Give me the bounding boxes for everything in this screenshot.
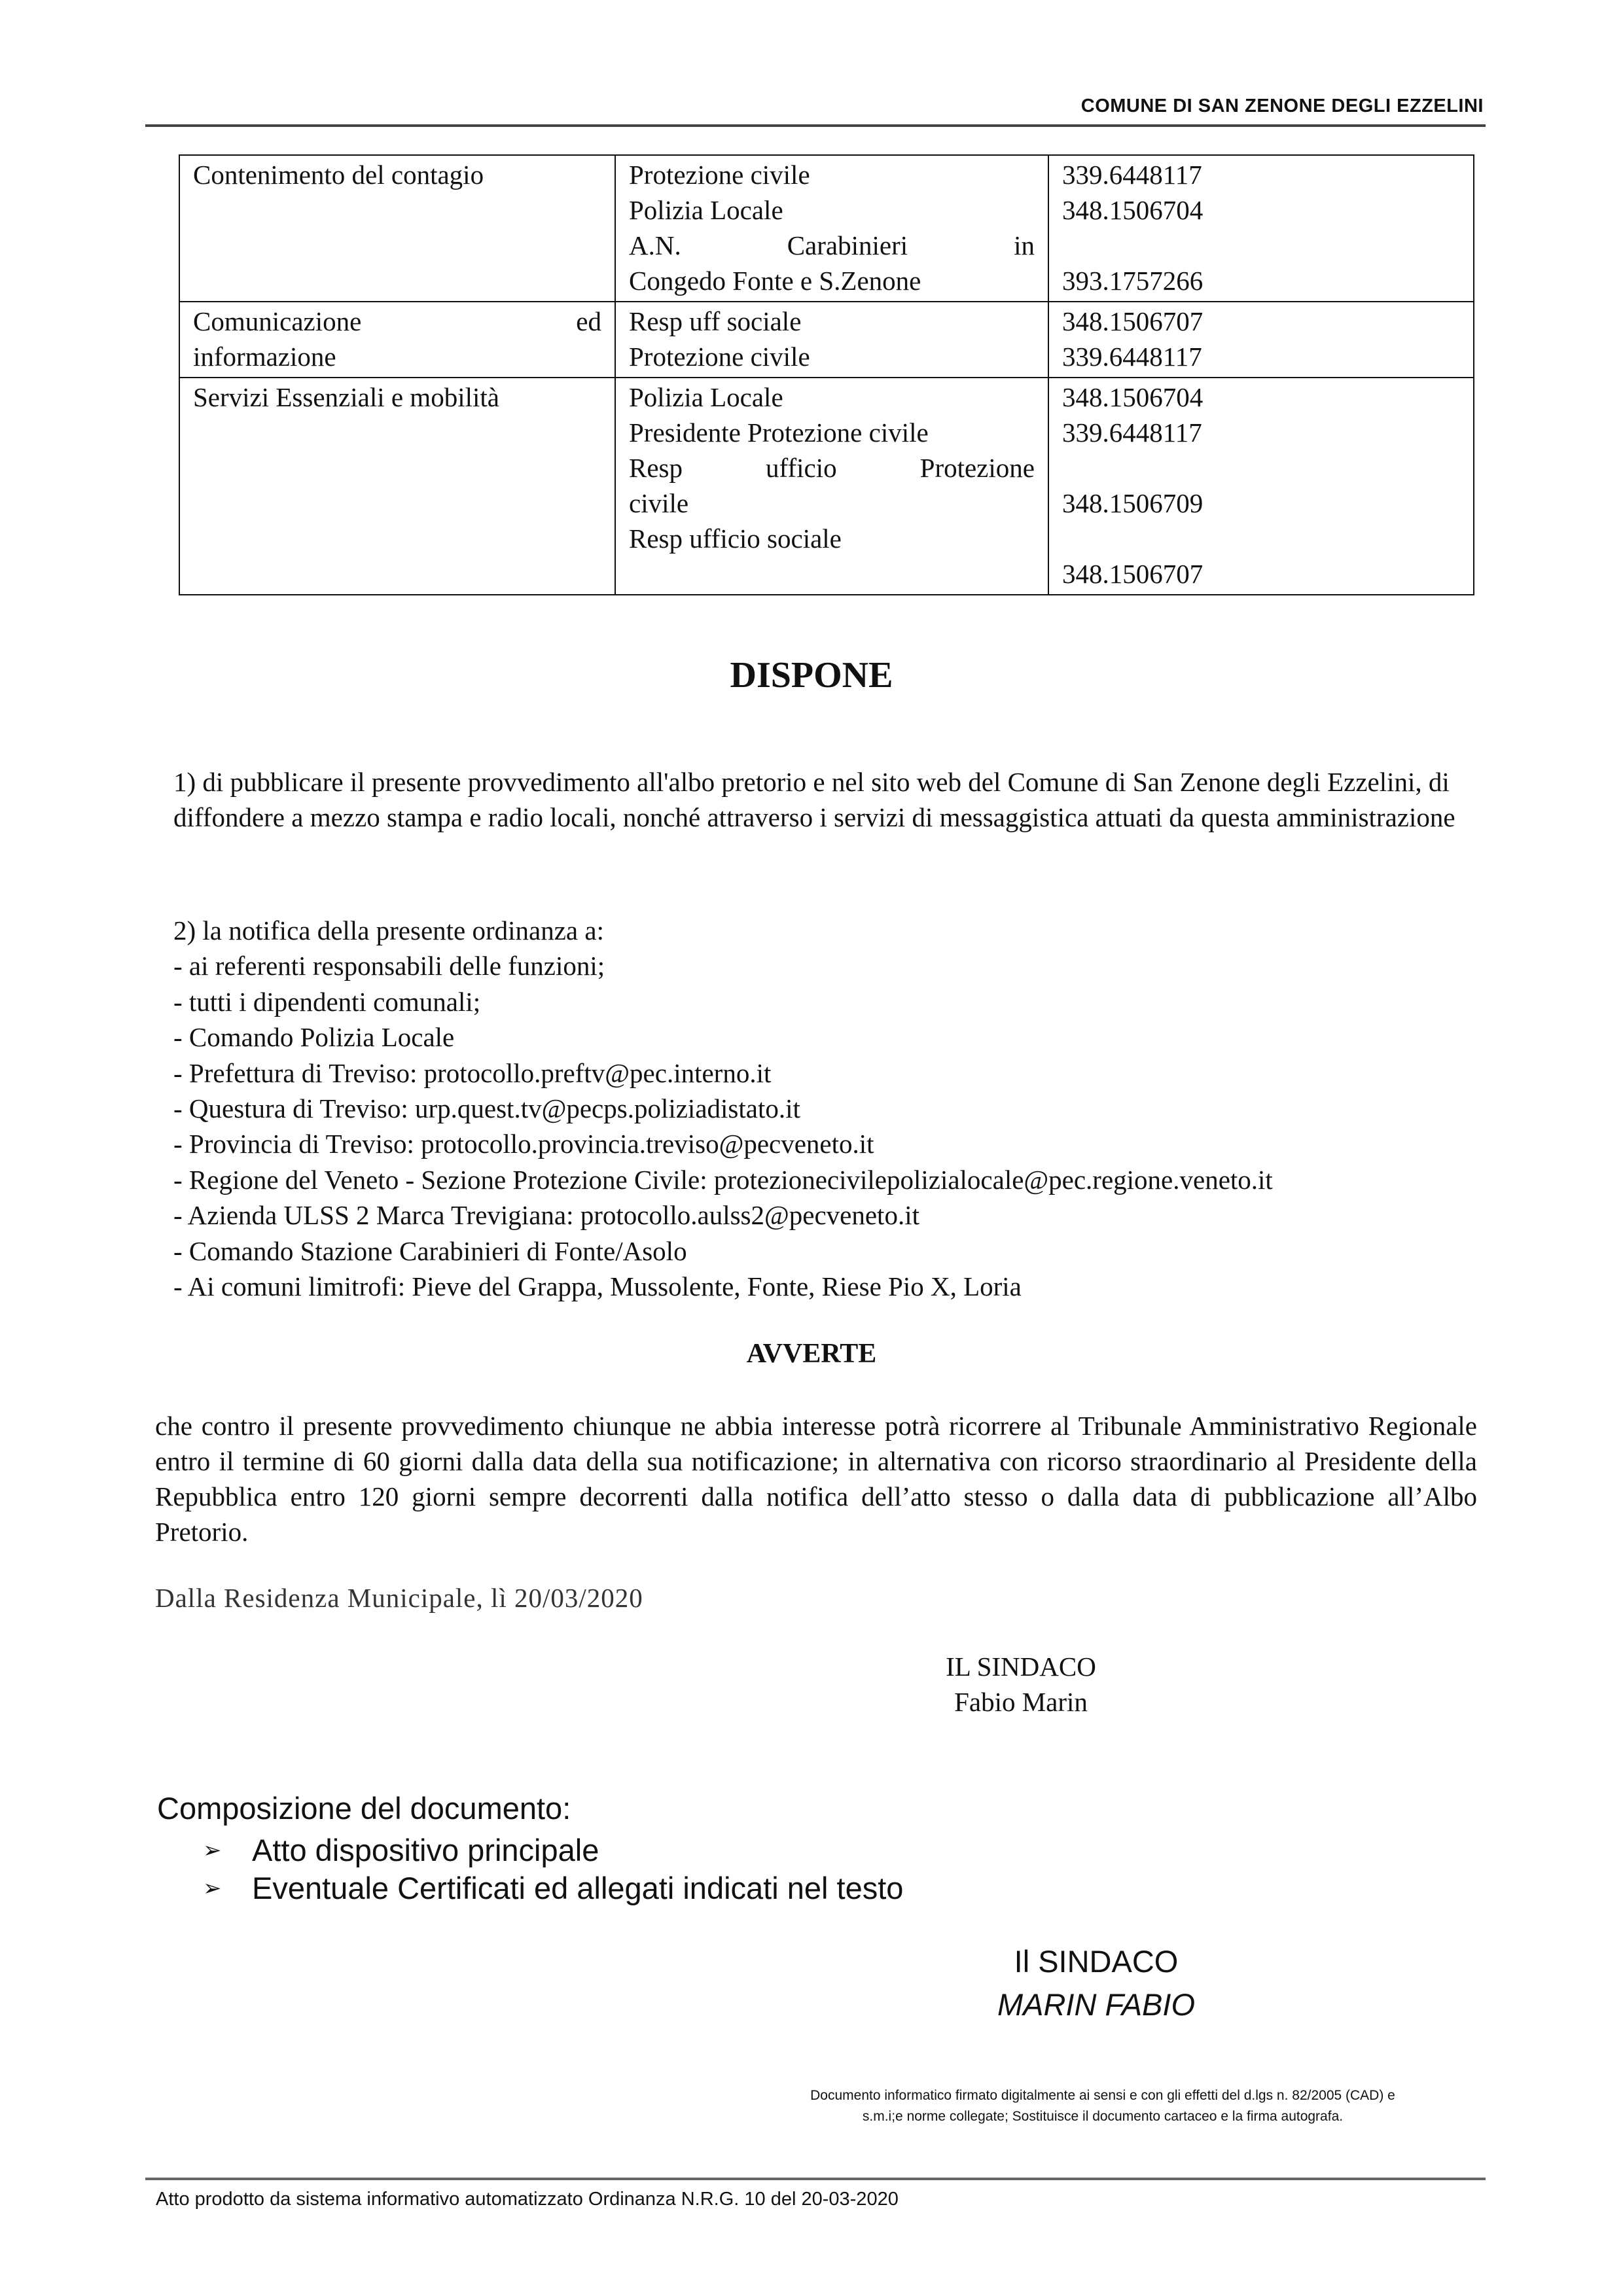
table-row [179, 302, 1474, 378]
recipient-item: - Ai comuni limitrofi: Pieve del Grappa, Mussolente, Fonte, Riese Pio X, Loria [173, 1271, 1022, 1302]
phone-number: 393.1757266 [1062, 266, 1204, 296]
note-line: s.m.i;e norme collegate; Sostituisce il documento cartaceo e la firma autografa. [862, 2109, 1344, 2124]
dispone-item-1-text: 1) di pubblicare il presente provvedimento all'albo pretorio e nel sito web del Comune di San Zenone degli Ezzelini, di diffondere a mezzo stampa e radio locali, nonché attraverso i servizi di messaggistica attuati da questa amministrazione [173, 767, 1455, 832]
recipient-item: - Provincia di Treviso: protocollo.provincia.treviso@pecveneto.it [173, 1129, 874, 1159]
referents-cell [615, 155, 1048, 302]
phone-number: 339.6448117 [1062, 342, 1202, 372]
page-header-title: COMUNE DI SAN ZENONE DEGLI EZZELINI [1080, 96, 1484, 116]
footer-text: Atto prodotto da sistema informativo automatizzato Ordinanza N.R.G. 10 del 20-03-2020 [156, 2189, 899, 2210]
referent-text: civile [629, 488, 689, 518]
function-cell [179, 378, 615, 595]
recipient-item: - Regione del Veneto - Sezione Protezione Civile: protezionecivilepolizialocale@pec.regione.veneto.it [173, 1164, 1273, 1195]
phones-cell [1048, 378, 1474, 595]
signature-block [890, 1649, 1152, 1720]
composition-list [157, 1831, 903, 1907]
list-item [203, 1869, 903, 1907]
avverte-heading: AVVERTE [746, 1339, 877, 1369]
signature-title: IL SINDACO [946, 1651, 1096, 1682]
recipient-item: - tutti i dipendenti comunali; [173, 986, 481, 1017]
function-cell [179, 302, 615, 378]
avverte-text: che contro il presente provvedimento chiunque ne abbia interesse potrà ricorrere al Tribunale Amministrativo Regionale entro il termine di 60 giorni dalla data della sua notificazione; in alternativa con ricorso straordinario al Presidente della Repubblica entro 120 giorni sempre decorrenti dalla notifica dell’atto stesso o dalla data di pubblicazione all’Albo Pretorio. [155, 1411, 1477, 1547]
digital-signature-block [942, 1940, 1250, 2026]
function-text: informazione [193, 342, 336, 372]
signature-name: MARIN FABIO [997, 1987, 1196, 2022]
list-item [203, 1831, 903, 1869]
composition-block [157, 1790, 903, 1907]
referent-text-justified: Resp ufficio Protezione [629, 453, 1035, 483]
referent-text: Presidente Protezione civile [629, 417, 929, 448]
arrow-bullet-icon: ➢ [203, 1838, 222, 1863]
referent-text: Congedo Fonte e S.Zenone [629, 266, 921, 296]
phone-number: 339.6448117 [1062, 417, 1202, 448]
table-row [179, 155, 1474, 302]
phone-number: 348.1506707 [1062, 559, 1204, 589]
phone-number [1062, 521, 1460, 556]
signature-name: Fabio Marin [954, 1687, 1088, 1717]
phones-cell [1048, 155, 1474, 302]
referent-text: Protezione civile [629, 160, 810, 190]
recipient-item: - Azienda ULSS 2 Marca Trevigiana: protocollo.aulss2@pecveneto.it [173, 1200, 919, 1231]
referent-text-justified: A.N. Carabinieri in [629, 230, 1035, 260]
phone-number: 348.1506704 [1062, 382, 1204, 412]
contacts-table [179, 154, 1474, 595]
composition-item-text: Eventuale Certificati ed allegati indicati nel testo [252, 1871, 904, 1905]
note-line: Documento informatico firmato digitalmente ai sensi e con gli effetti del d.lgs n. 82/2005 (CAD) e [810, 2088, 1395, 2103]
phones-cell [1048, 302, 1474, 378]
signature-title: Il SINDACO [1014, 1944, 1179, 1979]
recipient-item: - ai referenti responsabili delle funzioni; [173, 951, 605, 981]
dispone-item-2-intro: 2) la notifica della presente ordinanza a: [173, 915, 604, 945]
recipient-item: - Comando Stazione Carabinieri di Fonte/Asolo [173, 1235, 687, 1266]
referent-text: Resp uff sociale [629, 306, 802, 336]
phone-number: 348.1506707 [1062, 306, 1204, 336]
recipient-item: - Prefettura di Treviso: protocollo.preftv@pec.interno.it [173, 1057, 772, 1088]
phone-number: 348.1506709 [1062, 488, 1204, 518]
function-text-justified: Comunicazione ed [193, 306, 601, 336]
function-cell [179, 155, 615, 302]
phone-number: 339.6448117 [1062, 160, 1202, 190]
referent-text: Resp ufficio sociale [629, 523, 842, 554]
footer-divider [145, 2178, 1486, 2180]
function-text: Servizi Essenziali e mobilità [193, 382, 499, 412]
referents-cell [615, 302, 1048, 378]
composition-heading: Composizione del documento: [157, 1791, 571, 1826]
phone-number [1062, 450, 1460, 486]
composition-item-text: Atto dispositivo principale [252, 1833, 599, 1867]
dispone-item-1 [173, 764, 1476, 835]
dispone-heading: DISPONE [730, 655, 893, 696]
recipient-item: - Questura di Treviso: urp.quest.tv@pecps.poliziadistato.it [173, 1093, 800, 1124]
phone-number [1062, 228, 1460, 263]
dispone-item-2 [173, 913, 1482, 1304]
referent-text: Polizia Locale [629, 382, 783, 412]
recipient-item: - Comando Polizia Locale [173, 1022, 455, 1053]
arrow-bullet-icon: ➢ [203, 1876, 222, 1901]
phone-number: 348.1506704 [1062, 195, 1204, 225]
referent-text: Protezione civile [629, 342, 810, 372]
digital-signature-note [720, 2085, 1486, 2127]
referent-text: Polizia Locale [629, 195, 783, 225]
header-divider [145, 124, 1486, 127]
date-line: Dalla Residenza Municipale, lì 20/03/2020 [155, 1583, 643, 1613]
referents-cell [615, 378, 1048, 595]
table-row [179, 378, 1474, 595]
function-text: Contenimento del contagio [193, 160, 484, 190]
